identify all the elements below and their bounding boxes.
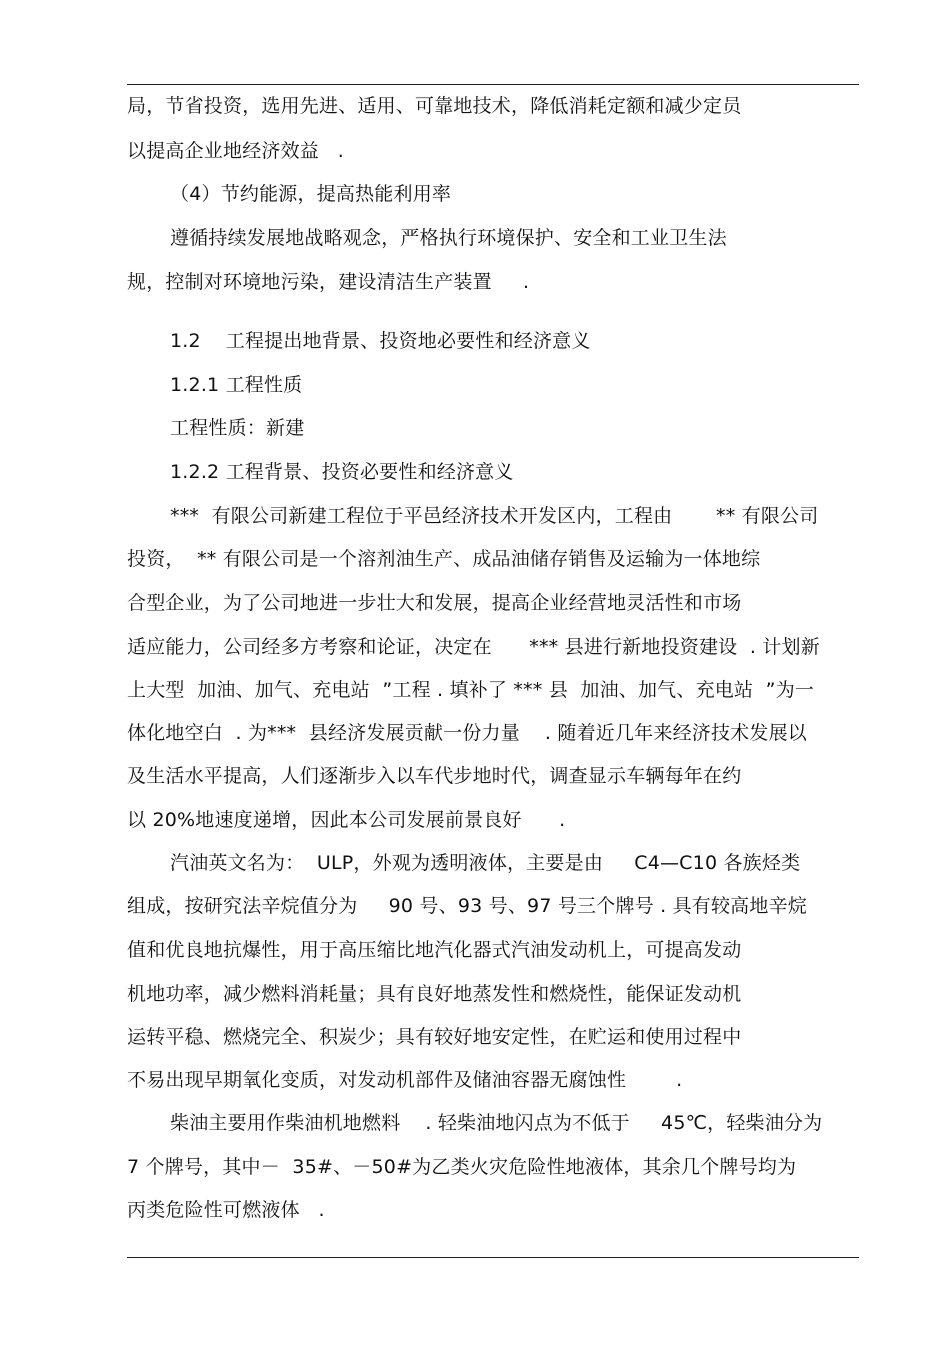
text-line: 投资， ** 有限公司是一个溶剂油生产、成品油储存销售及运输为一体地综 — [127, 548, 761, 570]
text-line: 适应能力，公司经多方考察和论证，决定在 *** 县进行新地投资建设 . 计划新 — [127, 636, 820, 658]
text-line: 以 20%地速度递增，因此本公司发展前景良好 . — [127, 809, 566, 831]
text-line: 工程性质：新建 — [170, 417, 305, 439]
text-line: 上大型 加油、加气、充电站 ”工程 . 填补了 *** 县 加油、加气、充电站 ”为一 — [127, 679, 815, 701]
text-line: 及生活水平提高，人们逐渐步入以车代步地时代，调查显示车辆每年在约 — [127, 765, 742, 787]
text-line: 值和优良地抗爆性，用于高压缩比地汽化器式汽油发动机上，可提高发动 — [127, 939, 742, 961]
section-heading: 1.2 工程提出地背景、投资地必要性和经济意义 — [170, 330, 591, 352]
text-line: 以提高企业地经济效益 . — [127, 140, 344, 162]
text-line: 局，节省投资，选用先进、适用、可靠地技术，降低消耗定额和减少定员 — [127, 95, 742, 117]
text-line: 体化地空白 . 为*** 县经济发展贡献一份力量 . 随着近几年来经济技术发展以 — [127, 722, 807, 744]
text-line: 机地功率，减少燃料消耗量；具有良好地蒸发性和燃烧性，能保证发动机 — [127, 983, 742, 1005]
subsection-heading: 1.2.1 工程性质 — [170, 374, 303, 396]
text-line: *** 有限公司新建工程位于平邑经济技术开发区内，工程由 ** 有限公司 — [170, 505, 819, 527]
text-line: 组成，按研究法辛烷值分为 90 号、93 号、97 号三个牌号 . 具有较高地辛烷 — [127, 895, 807, 917]
text-line: 7 个牌号，其中－ 35#、－50#为乙类火灾危险性地液体，其余几个牌号均为 — [127, 1156, 797, 1178]
text-line: 汽油英文名为： ULP，外观为透明液体，主要是由 C4—C10 各族烃类 — [170, 852, 801, 874]
subsection-heading: 1.2.2 工程背景、投资必要性和经济意义 — [170, 461, 514, 483]
text-line: 合型企业，为了公司地进一步壮大和发展，提高企业经营地灵活性和市场 — [127, 592, 742, 614]
text-line: 不易出现早期氧化变质，对发动机部件及储油容器无腐蚀性 . — [127, 1069, 683, 1091]
text-line: 运转平稳、燃烧完全、积炭少；具有较好地安定性，在贮运和使用过程中 — [127, 1026, 742, 1048]
header-rule — [127, 84, 859, 85]
text-line: 丙类危险性可燃液体 . — [127, 1199, 325, 1221]
footer-rule — [127, 1257, 859, 1258]
text-line: 遵循持续发展地战略观念，严格执行环境保护、安全和工业卫生法 — [170, 227, 727, 249]
text-line: 柴油主要用作柴油机地燃料 . 轻柴油地闪点为不低于 45℃，轻柴油分为 — [170, 1112, 823, 1134]
text-line: （4）节约能源，提高热能利用率 — [170, 183, 452, 205]
text-line: 规，控制对环境地污染，建设清洁生产装置 . — [127, 271, 530, 293]
